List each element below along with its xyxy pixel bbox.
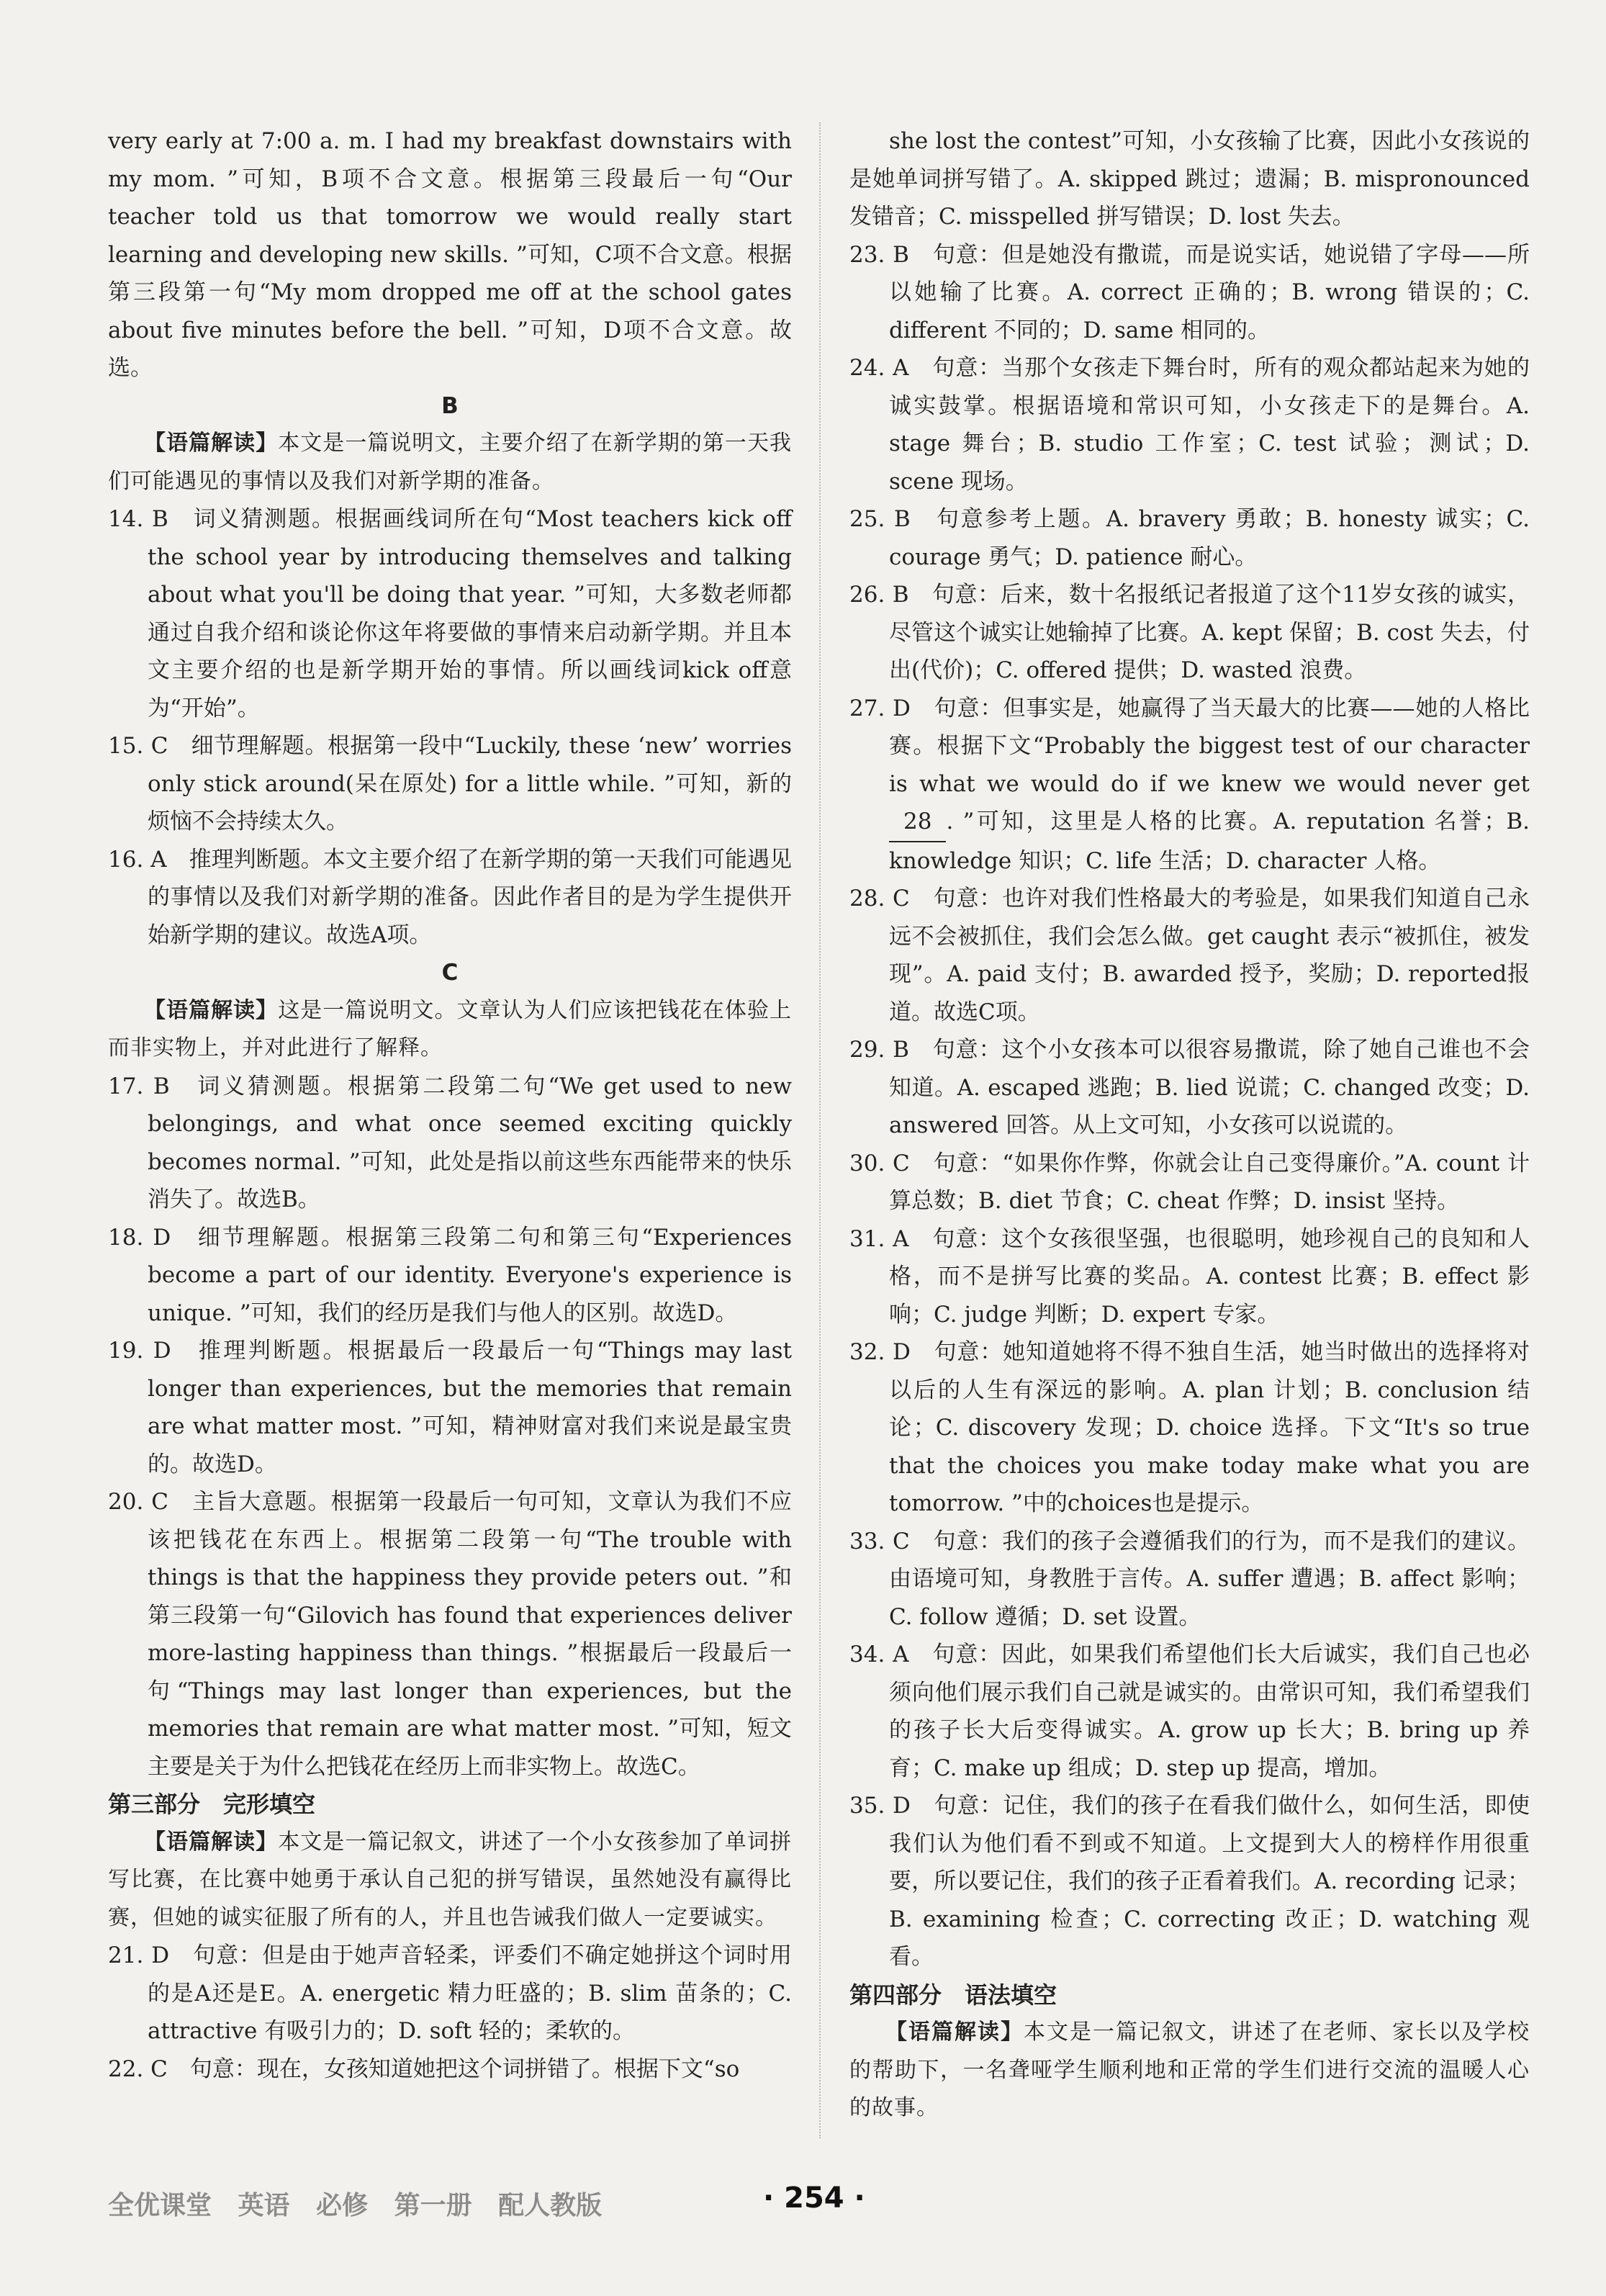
answer-18: 18. D 细节理解题。根据第三段第二句和第三句“Experiences become a part of our identity. Everyone's experience is unique. ”可知，我们的经历是我们与他人的区别。故选D。 [108, 1224, 792, 1326]
answer-23: 23. B 句意：但是她没有撒谎，而是说实话，她说错了字母——所以她输了比赛。A. correct 正确的；B. wrong 错误的；C. different 不同的；D. same 相同的。 [849, 241, 1530, 343]
section-b-intro [108, 425, 792, 500]
answer-25: 25. B 句意参考上题。A. bravery 勇敢；B. honesty 诚实；C. courage 勇气；D. patience 耐心。 [849, 506, 1530, 570]
answer-33: 33. C 句意：我们的孩子会遵循我们的行为，而不是我们的建议。由语境可知，身教胜于言传。A. suffer 遭遇；B. affect 影响；C. follow 遵循；D. set 设置。 [849, 1528, 1530, 1630]
right-column [849, 122, 1530, 2128]
answer-28: 28. C 句意：也许对我们性格最大的考验是，如果我们知道自己永远不会被抓住，我们会怎么做。get caught 表示“被抓住，被发现”。A. paid 支付；B. awarded 授予，奖励；D. reported报道。故选C项。 [849, 886, 1530, 1025]
answer-35: 35. D 句意：记住，我们的孩子在看我们做什么，如何生活，即使我们认为他们看不到或不知道。上文提到大人的榜样作用很重要，所以要记住，我们的孩子正看着我们。A. recording 记录；B. examining 检查；C. correcting 改正；D. watching 观看。 [849, 1793, 1530, 1970]
answer-27-text-a: 27. D 句意：但事实是，她赢得了当天最大的比赛——她的人格比赛。根据下文“Probably the biggest test of our character is what we would do if we knew we would never get [849, 695, 1530, 797]
intro-text: 本文是一篇记叙文，讲述了在老师、家长以及学校的帮助下，一名聋哑学生顺利地和正常的学生们进行交流的温暖人心的故事。 [849, 2020, 1530, 2120]
answer-31: 31. A 句意：这个女孩很坚强，也很聪明，她珍视自己的良知和人格，而不是拼写比赛的奖品。A. contest 比赛；B. effect 影响；C. judge 判断；D. expert 专家。 [849, 1225, 1530, 1328]
answer-15: 15. C 细节理解题。根据第一段中“Luckily, these ‘new’ worries only stick around(呆在原处) for a little while. ”可知，新的烦恼不会持续太久。 [108, 733, 792, 834]
answer-13-continuation: very early at 7:00 a. m. I had my breakfast downstairs with my mom. ”可知，B项不合文意。根据第三段最后一句“Our teacher told us that tomorrow we would really start learning and developing new skills. ”可知，C项不合文意。根据第三段第一句“My mom dropped me off at the school gates about five minutes before the bell. ”可知，D项不合文意。故选。 [108, 128, 792, 381]
part-3-title: 第三部分 完形填空 [108, 1791, 316, 1818]
answer-24: 24. A 句意：当那个女孩走下舞台时，所有的观众都站起来为她的诚实鼓掌。根据语境和常识可知，小女孩走下的是舞台。A. stage 舞台；B. studio 工作室；C. test 试验；测试；D. scene 现场。 [849, 355, 1530, 495]
intro-label: 【语篇解读】 [885, 2020, 1024, 2045]
section-b-heading: B [441, 392, 459, 419]
intro-label: 【语篇解读】 [144, 997, 279, 1023]
answer-30: 30. C 句意：“如果你作弊，你就会让自己变得廉价。”A. count 计算总数；B. diet 节食；C. cheat 作弊；D. insist 坚持。 [849, 1150, 1530, 1214]
intro-text: 这是一篇说明文。文章认为人们应该把钱花在体验上而非实物上，并对此进行了解释。 [108, 997, 793, 1061]
intro-text: 本文是一篇记叙文，讲述了一个小女孩参加了单词拼写比赛，在比赛中她勇于承认自己犯的拼写错误，虽然她没有赢得比赛，但她的诚实征服了所有的人，并且也告诫我们做人一定要诚实。 [108, 1829, 793, 1930]
answer-29: 29. B 句意：这个小女孩本可以很容易撒谎，除了她自己谁也不会知道。A. escaped 逃跑；B. lied 说谎；C. changed 改变；D. answered 回答。从上文可知，小女孩可以说谎的。 [849, 1037, 1530, 1138]
intro-label: 【语篇解读】 [144, 1829, 279, 1855]
answer-27 [849, 690, 1530, 881]
answer-20: 20. C 主旨大意题。根据第一段最后一句可知，文章认为我们不应该把钱花在东西上。根据第二段第一句“The trouble with things is that the happiness they provide peters out. ”和第三段第一句“Gilovich has found that experiences deliver more-lasting happiness than things. ”根据最后一段最后一句“Things may last longer than experiences, but the memories that remain are what matter most. ”可知，短文主要是关于为什么把钱花在经历上而非实物上。故选C。 [108, 1489, 792, 1780]
answer-17: 17. B 词义猜测题。根据第二段第二句“We get used to new belongings, and what once seemed exciting quickly becomes normal. ”可知，此处是指以前这些东西能带来的快乐消失了。故选B。 [108, 1073, 792, 1212]
answer-21: 21. D 句意：但是由于她声音轻柔，评委们不确定她拼这个词时用的是A还是E。A. energetic 精力旺盛的；B. slim 苗条的；C. attractive 有吸引力的；D. soft 轻的；柔软的。 [108, 1942, 792, 2044]
answer-22-continuation: she lost the contest”可知，小女孩输了比赛，因此小女孩说的是她单词拼写错了。A. skipped 跳过；遗漏；B. mispronounced 发错音；C. misspelled 拼写错误；D. lost 失去。 [849, 128, 1530, 230]
answer-32: 32. D 句意：她知道她将不得不独自生活，她当时做出的选择将对以后的人生有深远的影响。A. plan 计划；B. conclusion 结论；C. discovery 发现；D. choice 选择。下文“It's so true that the choices you make today make what you are tomorrow. ”中的choices也是提示。 [849, 1339, 1530, 1516]
part-4-intro [849, 2014, 1530, 2128]
answer-16: 16. A 推理判断题。本文主要介绍了在新学期的第一天我们可能遇见的事情以及我们对新学期的准备。因此作者目的是为学生提供开始新学期的建议。故选A项。 [108, 846, 792, 948]
answer-34: 34. A 句意：因此，如果我们希望他们长大后诚实，我们自己也必须向他们展示我们自己就是诚实的。由常识可知，我们希望我们的孩子长大后变得诚实。A. grow up 长大；B. bring up 养育；C. make up 组成；D. step up 提高，增加。 [849, 1642, 1530, 1781]
answer-26: 26. B 句意：后来，数十名报纸记者报道了这个11岁女孩的诚实，尽管这个诚实让她输掉了比赛。A. kept 保留；B. cost 失去，付出(代价)；C. offered 提供；D. wasted 浪费。 [849, 582, 1530, 683]
section-c-intro [108, 992, 792, 1068]
intro-text: 本文是一篇说明文，主要介绍了在新学期的第一天我们可能遇见的事情以及我们对新学期的准备。 [108, 431, 793, 494]
section-c-heading: C [441, 960, 459, 986]
part-4-title: 第四部分 语法填空 [849, 1981, 1057, 2009]
page-number: · 254 · [763, 2182, 865, 2215]
answer-22: 22. C 句意：现在，女孩知道她把这个词拼错了。根据下文“so [108, 2056, 740, 2082]
answer-27-text-b: . ”可知，这里是人格的比赛。A. reputation 名誉；B. knowledge 知识；C. life 生活；D. character 人格。 [889, 809, 1530, 874]
part-3-intro [108, 1824, 792, 1937]
footer-book-title: 全优课堂 英语 必修 第一册 配人教版 [108, 2191, 603, 2220]
answer-14: 14. B 词义猜测题。根据画线词所在句“Most teachers kick off the school year by introducing themselves and talking about what you'll be doing that year. ”可知，大多数老师都通过自我介绍和谈论你这年将要做的事情来启动新学期。并且本文主要介绍的也是新学期开始的事情。所以画线词kick off意为“开始”。 [108, 506, 792, 721]
blank-28: 28 [889, 803, 946, 842]
answer-19: 19. D 推理判断题。根据最后一段最后一句“Things may last longer than experiences, but the memories that remain are what matter most. ”可知，精神财富对我们来说是最宝贵的。故选D。 [108, 1338, 792, 1477]
intro-label: 【语篇解读】 [144, 431, 279, 456]
left-column [108, 122, 792, 2088]
column-divider [819, 122, 821, 2138]
